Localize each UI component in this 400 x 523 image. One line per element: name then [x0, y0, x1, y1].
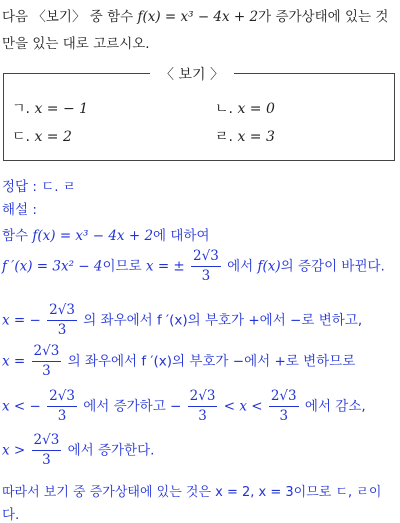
solution-line-2: f ′(x) = 3x² − 4이므로 x = ± $\frac{2√3}{3}$ 에서 f(x)의 증감이 바뀐다. [2, 248, 385, 284]
fraction: $\frac{2√3}{3}$ [33, 343, 60, 379]
solution-line-4: x = $\frac{2√3}{3}$ 의 좌우에서 f ′(x)의 부호가 −에서 +로 변하므로 [2, 343, 356, 379]
answer-value: ㄷ. ㄹ [41, 179, 76, 195]
fraction: $\frac{2√3}{3}$ [49, 388, 75, 424]
question-function: f(x) = x³ − 4x + 2 [137, 9, 259, 25]
solution-label: 해설 : [2, 202, 37, 218]
solution-line-1: 함수 f(x) = x³ − 4x + 2에 대하여 [2, 228, 210, 244]
bogi-item-3: ㄷ. x = 2 [12, 129, 72, 145]
bogi-item-1: ㄱ. x = − 1 [12, 101, 89, 117]
solution-line-7: 따라서 보기 중 증가상태에 있는 것은 x = 2, x = 3이므로 ㄷ, ㄹ이 [2, 485, 382, 500]
solution-line-6: x > $\frac{2√3}{3}$ 에서 증가한다. [2, 432, 155, 468]
question-tail: 가 증가상태에 있는 것 [258, 9, 389, 25]
fraction: $\frac{2√3}{3}$ [33, 432, 60, 468]
bogi-item-4: ㄹ. x = 3 [215, 129, 275, 145]
fraction: $\frac{2√3}{3}$ [49, 302, 75, 338]
bogi-title: 〈 보기 〉 [150, 64, 234, 84]
bogi-item-2: ㄴ. x = 0 [215, 101, 275, 117]
question-intro: 다음 〈보기〉 중 함수 [2, 9, 134, 25]
solution-line-5: x < − $\frac{2√3}{3}$ 에서 증가하고 − $\frac{2√3}{3}$ < x < $\frac{2√3}{3}$ 에서 감소, [2, 388, 366, 424]
question-line-2: 만을 있는 대로 고르시오. [2, 36, 150, 52]
fraction: $\frac{2√3}{3}$ [189, 388, 216, 424]
fraction: $\frac{2√3}{3}$ [193, 248, 219, 284]
answer-line: 정답 : ㄷ. ㄹ [2, 179, 76, 195]
solution-line-8: 다. [2, 507, 20, 523]
solution-line-3: x = − $\frac{2√3}{3}$ 의 좌우에서 f ′(x)의 부호가 +에서 −로 변하고, [2, 302, 363, 338]
fraction: $\frac{2√3}{3}$ [270, 388, 297, 424]
question-line-1 [2, 5, 388, 25]
